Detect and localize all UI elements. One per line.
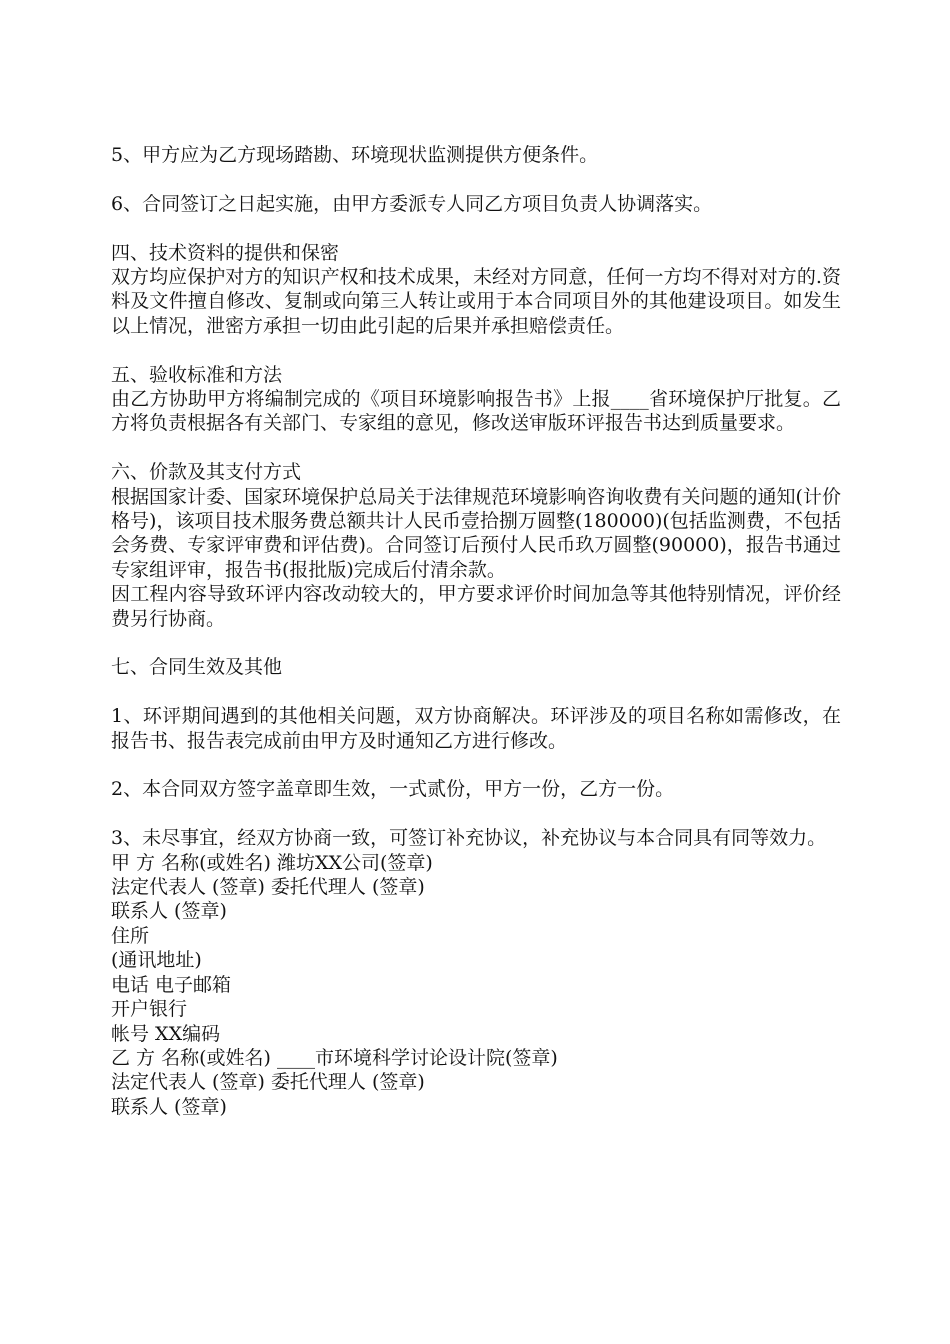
section-7-heading: 七、合同生效及其他 bbox=[111, 656, 283, 679]
party-a-name-line: 甲 方 名称(或姓名) 潍坊XX公司(签章) bbox=[111, 851, 433, 874]
section-5-body: 由乙方协助甲方将编制完成的《项目环境影响报告书》上报____省环境保护厅批复。乙方将负责根据各有关部门、专家组的意见，修改送审版环评报告书达到质量要求。 bbox=[111, 388, 841, 435]
party-a-account-line: 帐号 XX编码 bbox=[111, 1022, 221, 1045]
party-a-representative-line: 法定代表人 (签章) 委托代理人 (签章) bbox=[111, 876, 425, 899]
party-a-contact-line: 联系人 (签章) bbox=[111, 900, 227, 923]
party-b-representative-line: 法定代表人 (签章) 委托代理人 (签章) bbox=[111, 1071, 425, 1094]
party-b-name-line: 乙 方 名称(或姓名) ____市环境科学讨论设计院(签章) bbox=[111, 1046, 558, 1069]
section-4-heading: 四、技术资料的提供和保密 bbox=[111, 241, 340, 264]
section-4-body: 双方均应保护对方的知识产权和技术成果，未经对方同意，任何一方均不得对对方的.资料及文件擅自修改、复制或向第三人转让或用于本合同项目外的其他建设项目。如发生以上情况，泄密方承担一切由此引起的后果并承担赔偿责任。 bbox=[111, 266, 841, 337]
section-6-body-2: 因工程内容导致环评内容改动较大的，甲方要求评价时间加急等其他特别情况，评价经费另行协商。 bbox=[111, 583, 841, 630]
party-a-mailing-address-label: (通讯地址) bbox=[111, 949, 202, 972]
contract-page bbox=[111, 143, 841, 1119]
party-a-bank-line: 开户银行 bbox=[111, 998, 188, 1021]
section-6-body-1: 根据国家计委、国家环境保护总局关于法律规范环境影响咨询收费有关问题的通知(计价格号)，该项目技术服务费总额共计人民币壹拾捌万圆整(180000)(包括监测费，不包括会务费、专家评审费和评估费)。合同签订后预付人民币玖万圆整(90000)，报告书通过专家组评审，报告书(报批版)完成后付清余款。 bbox=[111, 485, 841, 581]
section-5-heading: 五、验收标准和方法 bbox=[111, 363, 283, 386]
section-7-item-2: 2、本合同双方签字盖章即生效，一式贰份，甲方一份，乙方一份。 bbox=[111, 778, 675, 801]
section-6-heading: 六、价款及其支付方式 bbox=[111, 461, 302, 484]
party-a-phone-email-line: 电话 电子邮箱 bbox=[111, 973, 232, 996]
signature-block bbox=[111, 851, 841, 1119]
clause-item-5: 5、甲方应为乙方现场踏勘、环境现状监测提供方便条件。 bbox=[111, 144, 599, 166]
section-7-item-1: 1、环评期间遇到的其他相关问题，双方协商解决。环评涉及的项目名称如需修改，在报告书、报告表完成前由甲方及时通知乙方进行修改。 bbox=[111, 705, 841, 752]
party-a-address-label: 住所 bbox=[111, 924, 150, 947]
section-7-item-3: 3、未尽事宜，经双方协商一致，可签订补充协议，补充协议与本合同具有同等效力。 bbox=[111, 827, 827, 850]
clause-item-6: 6、合同签订之日起实施，由甲方委派专人同乙方项目负责人协调落实。 bbox=[111, 192, 713, 215]
party-b-contact-line: 联系人 (签章) bbox=[111, 1095, 227, 1118]
